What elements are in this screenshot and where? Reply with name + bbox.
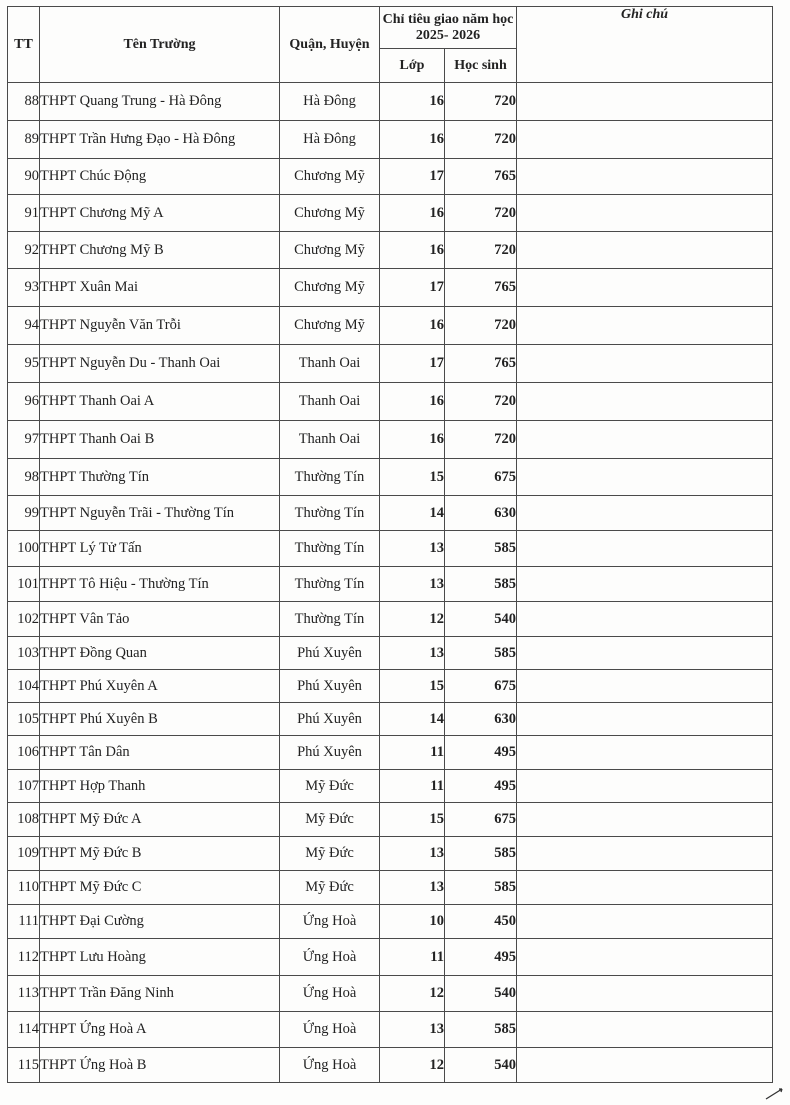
header-school-name: Tên Trường: [40, 7, 280, 83]
student-count: 720: [445, 232, 517, 269]
school-name: THPT Chúc Động: [40, 159, 280, 195]
student-count: 585: [445, 567, 517, 602]
row-number: 96: [8, 383, 40, 421]
note-cell: [517, 531, 773, 567]
district-name: Phú Xuyên: [280, 736, 380, 770]
row-number: 95: [8, 345, 40, 383]
table-row: [8, 496, 773, 531]
school-name: THPT Đại Cường: [40, 905, 280, 939]
school-name: THPT Vân Tảo: [40, 602, 280, 637]
school-name: THPT Thanh Oai A: [40, 383, 280, 421]
district-name: Ứng Hoà: [280, 905, 380, 939]
table-row: [8, 1012, 773, 1048]
class-count: 17: [380, 345, 445, 383]
row-number: 88: [8, 83, 40, 121]
student-count: 450: [445, 905, 517, 939]
class-count: 16: [380, 195, 445, 232]
student-count: 495: [445, 770, 517, 803]
school-name: THPT Nguyễn Văn Trỗi: [40, 307, 280, 345]
school-name: THPT Tân Dân: [40, 736, 280, 770]
class-count: 13: [380, 567, 445, 602]
class-count: 13: [380, 871, 445, 905]
class-count: 13: [380, 1012, 445, 1048]
school-quota-table: [7, 6, 773, 1083]
district-name: Thanh Oai: [280, 421, 380, 459]
class-count: 16: [380, 421, 445, 459]
class-count: 11: [380, 770, 445, 803]
district-name: Thanh Oai: [280, 383, 380, 421]
note-cell: [517, 976, 773, 1012]
district-name: Chương Mỹ: [280, 232, 380, 269]
district-name: Chương Mỹ: [280, 307, 380, 345]
pen-mark-icon: [764, 1085, 786, 1101]
district-name: Chương Mỹ: [280, 159, 380, 195]
row-number: 98: [8, 459, 40, 496]
school-name: THPT Trần Đăng Ninh: [40, 976, 280, 1012]
district-name: Thường Tín: [280, 459, 380, 496]
student-count: 585: [445, 637, 517, 670]
district-name: Ứng Hoà: [280, 1048, 380, 1083]
school-name: THPT Ứng Hoà A: [40, 1012, 280, 1048]
class-count: 16: [380, 83, 445, 121]
class-count: 15: [380, 803, 445, 837]
table-row: [8, 307, 773, 345]
row-number: 103: [8, 637, 40, 670]
row-number: 92: [8, 232, 40, 269]
school-name: THPT Đồng Quan: [40, 637, 280, 670]
student-count: 720: [445, 195, 517, 232]
note-cell: [517, 736, 773, 770]
note-cell: [517, 939, 773, 976]
district-name: Thường Tín: [280, 567, 380, 602]
note-cell: [517, 307, 773, 345]
table-row: [8, 459, 773, 496]
class-count: 17: [380, 269, 445, 307]
district-name: Ứng Hoà: [280, 976, 380, 1012]
table-row: [8, 1048, 773, 1083]
note-cell: [517, 83, 773, 121]
table-row: [8, 736, 773, 770]
school-name: THPT Lý Tử Tấn: [40, 531, 280, 567]
note-cell: [517, 496, 773, 531]
row-number: 109: [8, 837, 40, 871]
student-count: 675: [445, 459, 517, 496]
table-body: [8, 83, 773, 1083]
row-number: 93: [8, 269, 40, 307]
table-row: [8, 345, 773, 383]
class-count: 14: [380, 703, 445, 736]
school-name: THPT Phú Xuyên A: [40, 670, 280, 703]
table-row: [8, 421, 773, 459]
district-name: Mỹ Đức: [280, 871, 380, 905]
school-name: THPT Mỹ Đức B: [40, 837, 280, 871]
school-name: THPT Hợp Thanh: [40, 770, 280, 803]
header-note: Ghi chú: [517, 7, 773, 83]
row-number: 107: [8, 770, 40, 803]
note-cell: [517, 1012, 773, 1048]
student-count: 675: [445, 803, 517, 837]
class-count: 14: [380, 496, 445, 531]
header-students: Học sinh: [445, 49, 517, 83]
table-row: [8, 195, 773, 232]
table-row: [8, 976, 773, 1012]
student-count: 495: [445, 939, 517, 976]
student-count: 720: [445, 383, 517, 421]
row-number: 100: [8, 531, 40, 567]
note-cell: [517, 459, 773, 496]
student-count: 585: [445, 531, 517, 567]
school-name: THPT Ứng Hoà B: [40, 1048, 280, 1083]
row-number: 94: [8, 307, 40, 345]
school-name: THPT Quang Trung - Hà Đông: [40, 83, 280, 121]
note-cell: [517, 269, 773, 307]
district-name: Mỹ Đức: [280, 770, 380, 803]
school-name: THPT Xuân Mai: [40, 269, 280, 307]
district-name: Mỹ Đức: [280, 803, 380, 837]
note-cell: [517, 837, 773, 871]
table-row: [8, 837, 773, 871]
note-cell: [517, 1048, 773, 1083]
table-row: [8, 602, 773, 637]
district-name: Thường Tín: [280, 496, 380, 531]
student-count: 585: [445, 837, 517, 871]
class-count: 13: [380, 637, 445, 670]
class-count: 11: [380, 939, 445, 976]
table-header: [8, 7, 773, 83]
row-number: 111: [8, 905, 40, 939]
district-name: Ứng Hoà: [280, 939, 380, 976]
student-count: 630: [445, 496, 517, 531]
note-cell: [517, 421, 773, 459]
school-name: THPT Thanh Oai B: [40, 421, 280, 459]
table-row: [8, 905, 773, 939]
row-number: 90: [8, 159, 40, 195]
district-name: Mỹ Đức: [280, 837, 380, 871]
note-cell: [517, 159, 773, 195]
student-count: 765: [445, 159, 517, 195]
row-number: 89: [8, 121, 40, 159]
school-name: THPT Phú Xuyên B: [40, 703, 280, 736]
student-count: 630: [445, 703, 517, 736]
school-name: THPT Trần Hưng Đạo - Hà Đông: [40, 121, 280, 159]
header-quota-group: Chỉ tiêu giao năm học 2025- 2026: [380, 7, 517, 49]
school-name: THPT Thường Tín: [40, 459, 280, 496]
note-cell: [517, 703, 773, 736]
table-row: [8, 232, 773, 269]
student-count: 720: [445, 421, 517, 459]
table-row: [8, 803, 773, 837]
note-cell: [517, 637, 773, 670]
table-row: [8, 83, 773, 121]
district-name: Thường Tín: [280, 602, 380, 637]
district-name: Thanh Oai: [280, 345, 380, 383]
district-name: Phú Xuyên: [280, 703, 380, 736]
table-row: [8, 531, 773, 567]
row-number: 102: [8, 602, 40, 637]
district-name: Hà Đông: [280, 83, 380, 121]
district-name: Chương Mỹ: [280, 269, 380, 307]
school-name: THPT Lưu Hoàng: [40, 939, 280, 976]
table-row: [8, 567, 773, 602]
row-number: 104: [8, 670, 40, 703]
student-count: 585: [445, 871, 517, 905]
student-count: 540: [445, 976, 517, 1012]
note-cell: [517, 567, 773, 602]
class-count: 12: [380, 1048, 445, 1083]
school-name: THPT Chương Mỹ A: [40, 195, 280, 232]
student-count: 585: [445, 1012, 517, 1048]
school-name: THPT Tô Hiệu - Thường Tín: [40, 567, 280, 602]
table-row: [8, 121, 773, 159]
note-cell: [517, 232, 773, 269]
row-number: 106: [8, 736, 40, 770]
row-number: 110: [8, 871, 40, 905]
row-number: 99: [8, 496, 40, 531]
school-name: THPT Nguyễn Trãi - Thường Tín: [40, 496, 280, 531]
class-count: 13: [380, 837, 445, 871]
row-number: 113: [8, 976, 40, 1012]
row-number: 114: [8, 1012, 40, 1048]
class-count: 16: [380, 232, 445, 269]
school-name: THPT Mỹ Đức C: [40, 871, 280, 905]
note-cell: [517, 871, 773, 905]
school-name: THPT Chương Mỹ B: [40, 232, 280, 269]
note-cell: [517, 770, 773, 803]
class-count: 10: [380, 905, 445, 939]
table-row: [8, 159, 773, 195]
note-cell: [517, 803, 773, 837]
table-row: [8, 770, 773, 803]
student-count: 540: [445, 602, 517, 637]
district-name: Phú Xuyên: [280, 637, 380, 670]
class-count: 13: [380, 531, 445, 567]
class-count: 16: [380, 121, 445, 159]
header-classes: Lớp: [380, 49, 445, 83]
note-cell: [517, 121, 773, 159]
header-tt: TT: [8, 7, 40, 83]
table-row: [8, 670, 773, 703]
school-name: THPT Nguyễn Du - Thanh Oai: [40, 345, 280, 383]
district-name: Thường Tín: [280, 531, 380, 567]
student-count: 765: [445, 345, 517, 383]
note-cell: [517, 670, 773, 703]
class-count: 12: [380, 976, 445, 1012]
table-row: [8, 383, 773, 421]
row-number: 101: [8, 567, 40, 602]
student-count: 720: [445, 307, 517, 345]
note-cell: [517, 905, 773, 939]
class-count: 12: [380, 602, 445, 637]
student-count: 495: [445, 736, 517, 770]
district-name: Chương Mỹ: [280, 195, 380, 232]
note-cell: [517, 602, 773, 637]
class-count: 15: [380, 459, 445, 496]
student-count: 675: [445, 670, 517, 703]
student-count: 765: [445, 269, 517, 307]
class-count: 16: [380, 383, 445, 421]
table-row: [8, 871, 773, 905]
school-name: THPT Mỹ Đức A: [40, 803, 280, 837]
row-number: 112: [8, 939, 40, 976]
district-name: Phú Xuyên: [280, 670, 380, 703]
table-row: [8, 637, 773, 670]
note-cell: [517, 345, 773, 383]
table-row: [8, 939, 773, 976]
student-count: 720: [445, 83, 517, 121]
district-name: Hà Đông: [280, 121, 380, 159]
row-number: 91: [8, 195, 40, 232]
header-district: Quận, Huyện: [280, 7, 380, 83]
class-count: 11: [380, 736, 445, 770]
note-cell: [517, 195, 773, 232]
row-number: 97: [8, 421, 40, 459]
district-name: Ứng Hoà: [280, 1012, 380, 1048]
class-count: 15: [380, 670, 445, 703]
class-count: 16: [380, 307, 445, 345]
row-number: 108: [8, 803, 40, 837]
table-row: [8, 703, 773, 736]
note-cell: [517, 383, 773, 421]
row-number: 105: [8, 703, 40, 736]
table-row: [8, 269, 773, 307]
class-count: 17: [380, 159, 445, 195]
student-count: 720: [445, 121, 517, 159]
student-count: 540: [445, 1048, 517, 1083]
row-number: 115: [8, 1048, 40, 1083]
